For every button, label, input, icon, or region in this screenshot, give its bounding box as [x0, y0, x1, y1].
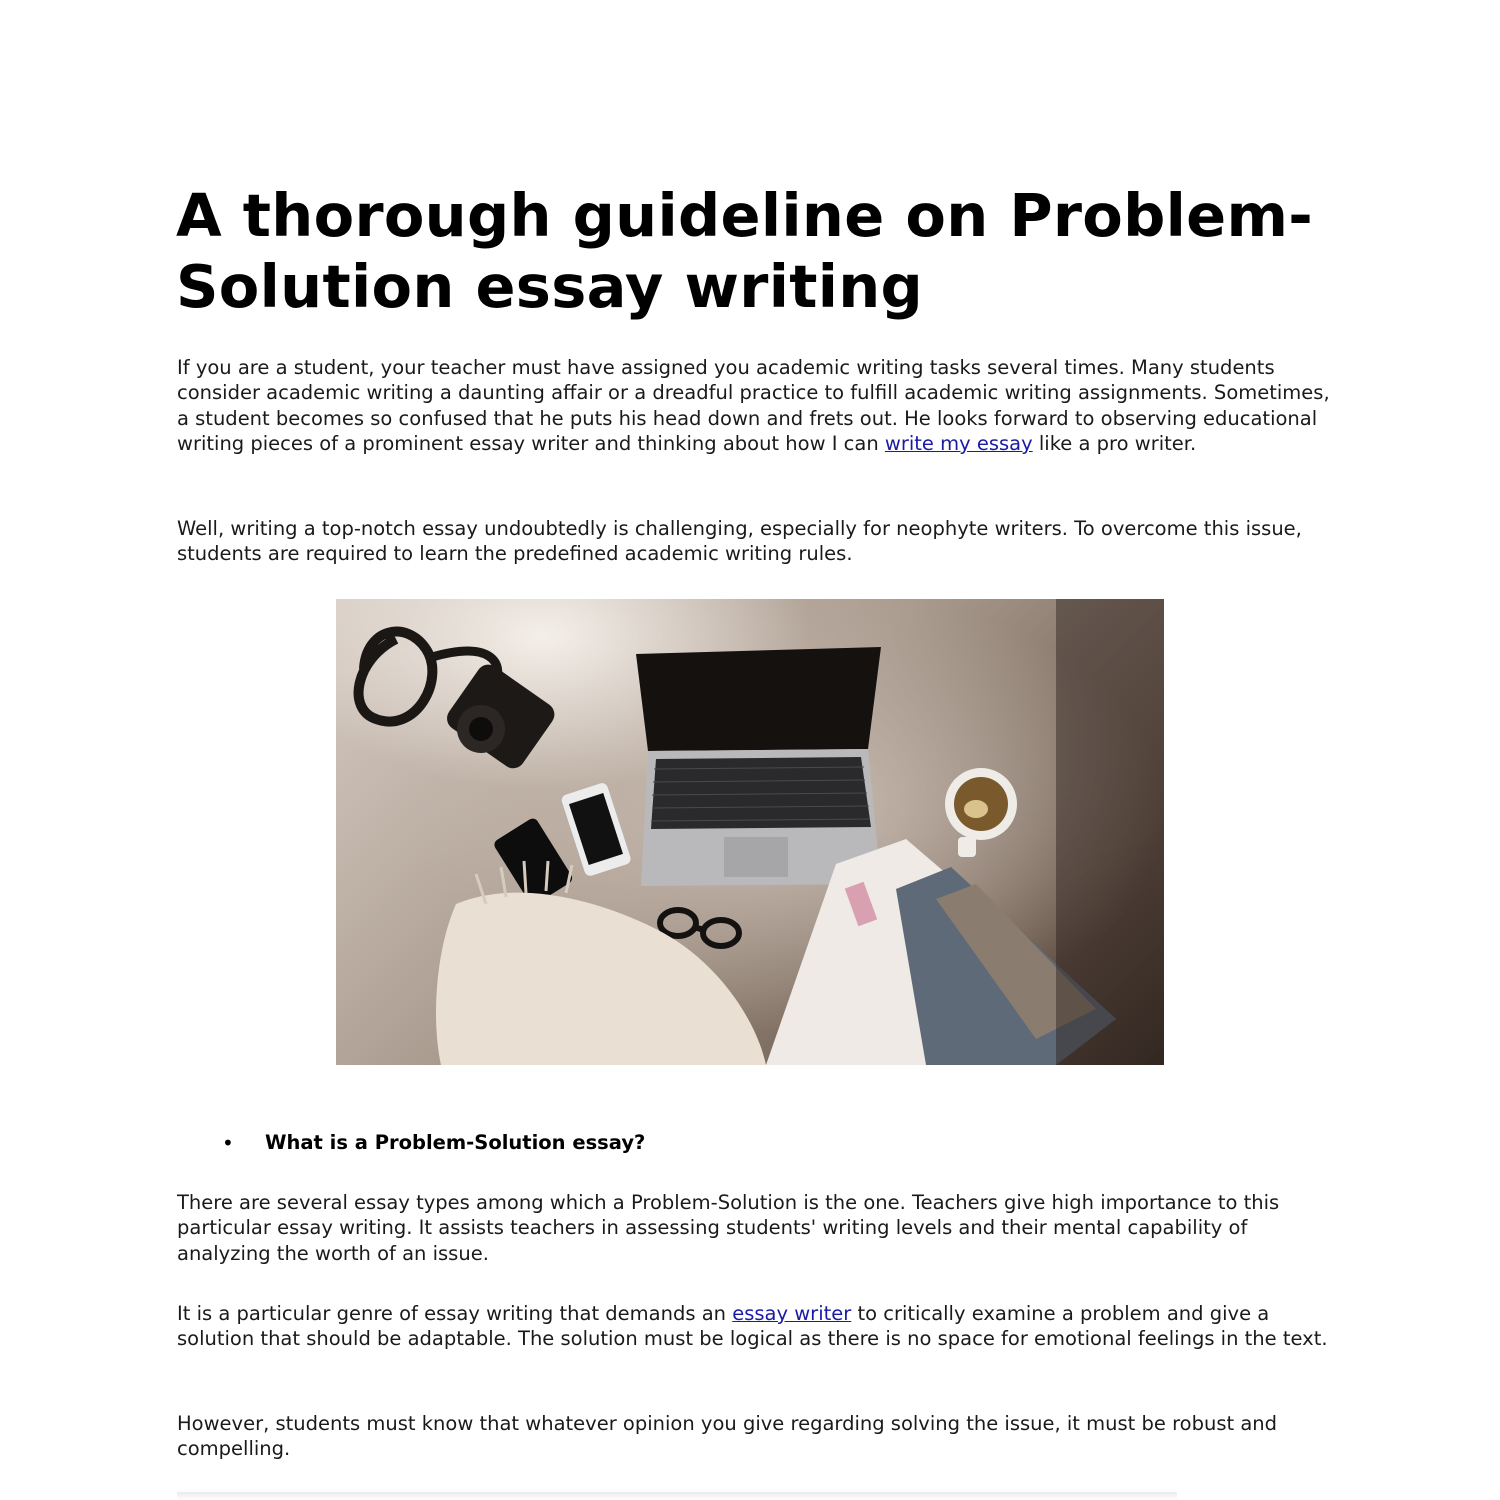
paragraph-challenge: Well, writing a top-notch essay undoubtedly is challenging, especially for neophyte writers. To overcome this issue, students are required to learn the predefined academic writing rules.	[177, 517, 1302, 566]
smartphone-icon	[492, 782, 632, 907]
paragraph-genre-text-start: It is a particular genre of essay writing that demands an	[177, 1302, 733, 1325]
desk-photo	[336, 599, 1164, 1065]
paragraph-intro-text-end: like a pro writer.	[1032, 431, 1197, 455]
paragraph-opinion: However, students must know that whatever opinion you give regarding solving the issue, it must be robust and compelling.	[177, 1412, 1278, 1461]
laptop-icon	[636, 647, 881, 886]
paragraph-intro-text-start: If you are a student, your teacher must have assigned you academic writing tasks several times. Many students consider academic writing a daunting affair or a dreadful practice to fulfill academic writing assignments. Sometimes, a student becomes so confused that he puts his head down and frets out. He looks forward to observing educational writing pieces of a prominent essay writer and thinking about how I can	[177, 356, 1330, 455]
paragraph-genre-text-end: to critically examine a problem and give a solution that should be adaptable. The solution must be logical as there is no space for emotional feelings in the text.	[177, 1302, 1328, 1351]
page-title: A thorough guideline on Problem-Solution essay writing	[176, 181, 1314, 321]
paragraph-intro	[177, 355, 1337, 456]
camera-icon	[442, 660, 559, 773]
cut-off-text-line	[177, 1492, 1177, 1500]
paragraph-essay-types: There are several essay types among which a Problem-Solution is the one. Teachers give high importance to this particular essay writing. It assists teachers in assessing students' writing levels and their mental capability of analyzing the worth of an issue.	[177, 1191, 1280, 1265]
essay-writer-link[interactable]: essay writer	[732, 1302, 852, 1325]
bullet-point-icon: •	[222, 1131, 234, 1155]
camera-strap-shape	[359, 632, 433, 722]
section-heading: What is a Problem-Solution essay?	[265, 1131, 646, 1154]
desk-photo-illustration	[336, 599, 1164, 1065]
write-my-essay-link[interactable]: write my essay	[884, 431, 1033, 455]
coffee-cup-icon	[945, 768, 1017, 857]
paragraph-genre	[177, 1301, 1337, 1352]
